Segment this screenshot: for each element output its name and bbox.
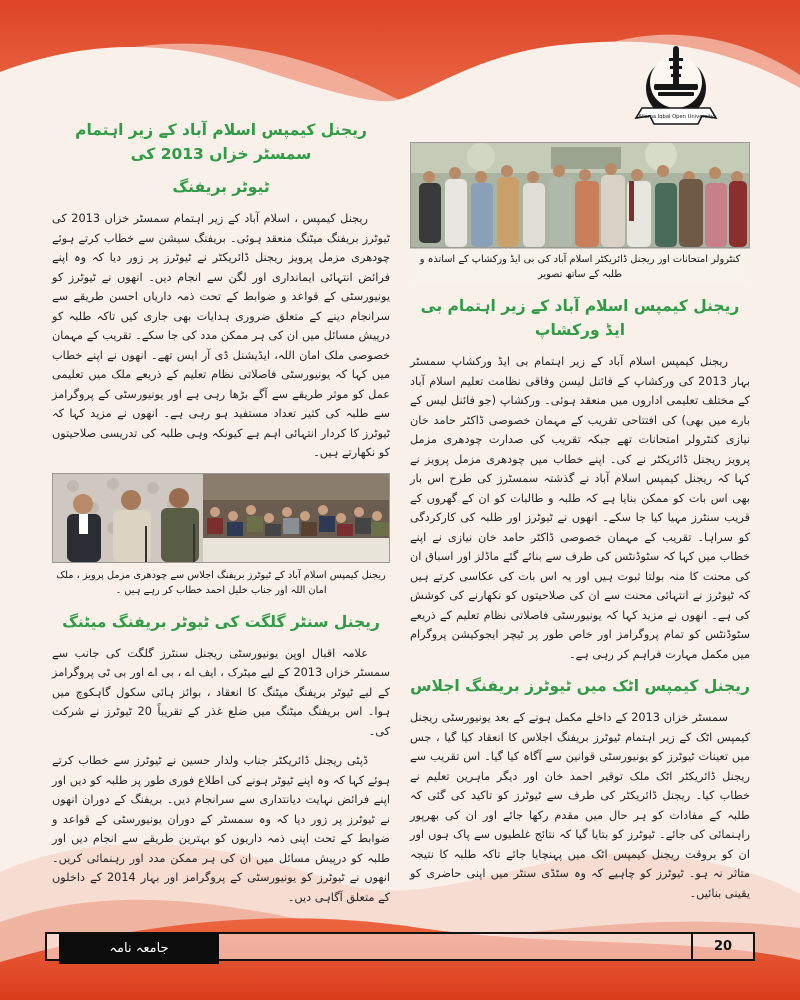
headline-line-1: ریجنل کیمپس اسلام آباد کے زیر اہتمام سمسٹر خزاں 2013 کی (75, 121, 367, 164)
article-body: ریجنل کیمپس ، اسلام آباد کے زیر اہتمام سمسٹر خزاں 2013 کی ٹیوٹرز بریفنگ میٹنگ منعقد ہوئی۔ بریفنگ سیشن سے خطاب کرتے ہوئے چودھری مزمل پرویز ریجنل ڈائریکٹر نے ٹیوٹرز پر زور دیا کہ وہ اپنے فرائض انتہائی ایمانداری اور لگن سے انجام دیں۔ انھوں نے ٹیوٹرز کو یونیورسٹی کے قواعد و ضوابط کے تحت ذمہ داریاں احسن طریقے سے سرانجام دینے کے متعلق ضروری ہدایات بھی جاری کیں تاکہ طلبہ کو درپیش مسائل میں ان کی ہر ممکن مدد کی جا سکے۔ تقریب کے مہمان خصوصی ملک امان اللہ، ایڈیشنل ڈی آر ایس تھے۔ انھوں نے اپنے خطاب میں کہا کہ یونیورسٹی فاصلاتی نظام تعلیم کے ذریعے ملک میں تعلیمی عمل کو موثر طریقے سے آگے بڑھا رہی ہے اور یونیورسٹی کے پروگرامز سے طلبہ کی کثیر تعداد مستفید ہو رہی ہے۔ انھوں نے مزید کہا کہ ٹیوٹرز کا کردار انتہائی اہم ہے کیونکہ وہی طلبہ کی تدریسی صلاحیتوں کو نکھارتے ہیں۔ (52, 212, 390, 460)
briefing-photo-image (53, 474, 389, 562)
footer-spacer (219, 934, 691, 959)
headline-tutor-briefing-islamabad (52, 118, 390, 199)
headline-attock-tutors-briefing: ریجنل کیمپس اٹک میں ٹیوٹرز بریفنگ اجلاس (410, 677, 750, 696)
photo-tutors-briefing-meeting (52, 473, 390, 602)
page-number: 20 (691, 934, 753, 959)
footer-bar (45, 932, 755, 961)
article-body: سمسٹر خزاں 2013 کے داخلے مکمل ہونے کے بعد یونیورسٹی ریجنل کیمپس اٹک کے زیر اہتمام ٹیوٹرز بریفنگ اجلاس کا انعقاد کیا گیا ، جس میں تعینات ٹیوٹرز کو یونیورسٹی قوانین سے آگاہ کیا گیا۔ اس تقریب سے ریجنل ڈائریکٹر اٹک ملک توقیر احمد خان اور دیگر ماہرین تعلیم نے خطاب کیا۔ ریجنل ڈائریکٹر کی طرف سے ٹیوٹرز کو تاکید کی گئی کہ طلبہ کے مفادات کو ہر حال میں مقدم رکھا جائے اور ان کی بھرپور راہنمائی کی جائے۔ ٹیوٹرز کو بتایا گیا کہ نتائج غلطیوں سے پاک ہوں اور ان کو بروقت ریجنل کیمپس اٹک میں پہنچایا جائے تاکہ طلبہ کا نتیجہ متاثر نہ ہو۔ ٹیوٹرز کو چاہیے کہ وہ سٹڈی سنٹر میں اپنی حاضری کو یقینی بنائیں۔ (410, 711, 750, 900)
workshop-group-photo-image (411, 143, 749, 247)
allama-iqbal-open-university-emblem-icon (628, 42, 724, 138)
headline-bed-workshop-islamabad: ریجنل کیمپس اسلام آباد کے زیر اہتمام بی ایڈ ورکشاپ (420, 297, 740, 340)
article-body: ڈپٹی ریجنل ڈائریکٹر جناب ولدار حسین نے ٹیوٹرز سے خطاب کرتے ہوئے کہا کہ وہ اپنے ٹیوٹر ہونے کی اطلاع فوری طور پر طلبہ کو دیں اور اپنے فرائض نہایت دیانتداری سے سرانجام دیں۔ بریفنگ کے دوران انھوں نے ٹیوٹرز پر زور دیا کہ وہ سمسٹر کے دوران یونیورسٹی کے قواعد و ضوابط کے تحت اپنی ذمہ داریوں کو بہترین طریقے سے انجام دیں اور طلبہ کو درپیش مسائل میں ان کی ہر ممکن مدد اور رہنمائی کریں۔ انھوں نے ٹیوٹرز کو یونیورسٹی کے پروگرامز اور بہار 2014 کے داخلوں کے متعلق آگاہی دیں۔ (52, 754, 390, 904)
masthead-label: جامعہ نامہ (59, 933, 219, 964)
article-body: علامہ اقبال اوپن یونیورسٹی ریجنل سنٹرز گلگت کی جانب سے سمسٹر خزاں 2013 کے لیے میٹرک ، ایف اے ، بی اے اور بی ٹی پروگرامز کے لیے ٹیوٹر بریفنگ میٹنگ کا انعقاد ، بوائز ہائی سکول گاہکوچ میں ہوا۔ اس بریفنگ میٹنگ میں ضلع غذر کے تقریباً 20 ٹیوٹرز نے شرکت کی۔ (52, 646, 391, 738)
headline-gilgit-tutor-briefing: ریجنل سنٹر گلگت کی ٹیوٹر بریفنگ میٹنگ (62, 612, 380, 631)
photo-caption: ریجنل کیمپس اسلام آباد کے ٹیوٹرز بریفنگ اجلاس سے چودھری مزمل پرویز ، ملک امان اللہ اور جناب خلیل احمد خطاب کر رہے ہیں ۔ (56, 569, 386, 596)
photo-bed-workshop-group (410, 142, 750, 286)
article-body: ریجنل کیمپس اسلام آباد کے زیر اہتمام بی ایڈ ورکشاپ سمسٹر بہار 2013 کی ورکشاپ کے فائنل لیسن وفاقی نظامت تعلیم اسلام آباد کے مختلف تعلیمی اداروں میں منعقد ہوئی۔ ورکشاپ (جو فائنل لیس کے بارے میں بھی) کی افتتاحی تقریب کے مہمان خصوصی ڈاکٹر حامد خان نیازی کنٹرولر امتحانات تھے جبکہ تقریب کی صدارت چودھری مزمل پرویز ریجنل ڈائریکٹر نے کی۔ اپنے خطاب میں چودھری مزمل پرویز نے کہا کہ ریجنل کیمپس اسلام آباد نے گذشتہ سمسٹرز کی طرح اس بار بھی اس بات کو ممکن بنایا ہے کہ طلبہ و طالبات کو ان کے گھروں کے قریب سنٹرز مہیا کیا جا سکے۔ انھوں نے ٹیوٹرز اور طلبہ کی کارکردگی کو سراہا۔ تقریب کے مہمان خصوصی ڈاکٹر حامد خان نیازی نے اپنے خطاب میں کہا کہ سٹوڈنٹس کی طرف سے بنائے گئے ماڈلز اور اسباق ان کی محنت کا منہ بولتا ثبوت ہیں اور یہ اس بات کی عکاسی کرتے ہیں کہ ٹیوٹرز نے انتہائی محنت سے ان کی صلاحیتوں کو نکھارنے کی کوشش کی ہے۔ انھوں نے مزید کہا کہ یونیورسٹی فاصلاتی نظام تعلیم کے ذریعے سٹوڈنٹس کو تمام پروگرامز اور خاص طور پر ٹیچر ایجوکیشن پروگرام میں مکمل مہارت فراہم کر رہی ہے۔ (410, 355, 750, 661)
headline-line-2: ٹیوٹر بریفنگ (172, 178, 270, 197)
university-logo (628, 42, 724, 138)
logo-ribbon-text: Allama Iqbal Open University (638, 114, 714, 120)
right-column (410, 142, 750, 913)
left-column (52, 112, 390, 917)
photo-caption: کنٹرولر امتحانات اور ریجنل ڈائریکٹر اسلام آباد کی بی ایڈ ورکشاپ کے اساتذہ و طلبہ کے ساتھ تصویر (410, 248, 750, 286)
